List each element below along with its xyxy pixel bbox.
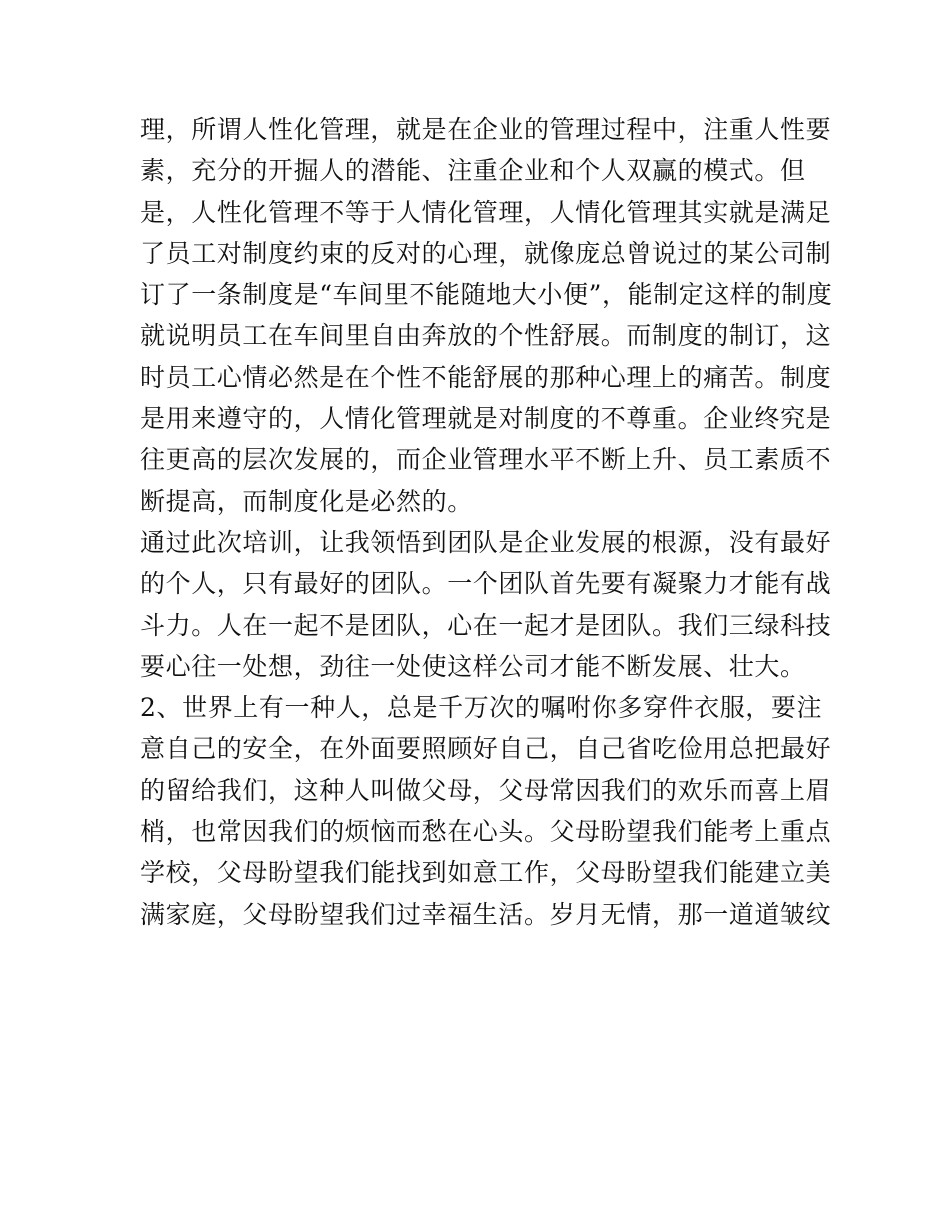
text-line: 的个人，只有最好的团队。一个团队首先要有凝聚力才能有战 <box>140 569 832 599</box>
text-line: 往更高的层次发展的，而企业管理水平不断上升、员工素质不 <box>140 445 832 475</box>
text-line: 素，充分的开掘人的潜能、注重企业和个人双赢的模式。但 <box>140 156 806 186</box>
text-line: 满家庭，父母盼望我们过幸福生活。岁月无情，那一道道皱纹 <box>140 899 832 929</box>
text-line: 意自己的安全，在外面要照顾好自己，自己省吃俭用总把最好 <box>140 734 832 764</box>
text-line: 断提高，而制度化是必然的。 <box>140 486 473 516</box>
text-line: 是用来遵守的，人情化管理就是对制度的不尊重。企业终究是 <box>140 404 832 434</box>
text-line: 通过此次培训，让我领悟到团队是企业发展的根源，没有最好 <box>140 527 832 557</box>
text-line: 理，所谓人性化管理，就是在企业的管理过程中，注重人性要 <box>140 115 832 144</box>
text-line: 梢，也常因我们的烦恼而愁在心头。父母盼望我们能考上重点 <box>140 817 832 847</box>
text-line: 是，人性化管理不等于人情化管理，人情化管理其实就是满足 <box>140 197 832 227</box>
text-line: 订了一条制度是“车间里不能随地大小便”，能制定这样的制度 <box>140 280 833 310</box>
text-line: 就说明员工在车间里自由奔放的个性舒展。而制度的制订，这 <box>140 321 832 351</box>
text-line: 2、世界上有一种人，总是千万次的嘱咐你多穿件衣服，要注 <box>140 693 823 723</box>
text-line: 要心往一处想，劲往一处使这样公司才能不断发展、壮大。 <box>140 651 806 681</box>
document-body <box>140 109 833 935</box>
text-line: 了员工对制度约束的反对的心理，就像庞总曾说过的某公司制 <box>140 238 832 268</box>
text-line: 学校，父母盼望我们能找到如意工作，父母盼望我们能建立美 <box>140 858 832 888</box>
text-line: 斗力。人在一起不是团队，心在一起才是团队。我们三绿科技 <box>140 610 832 640</box>
text-line: 时员工心情必然是在个性不能舒展的那种心理上的痛苦。制度 <box>140 362 832 392</box>
text-line: 的留给我们，这种人叫做父母，父母常因我们的欢乐而喜上眉 <box>140 775 832 805</box>
